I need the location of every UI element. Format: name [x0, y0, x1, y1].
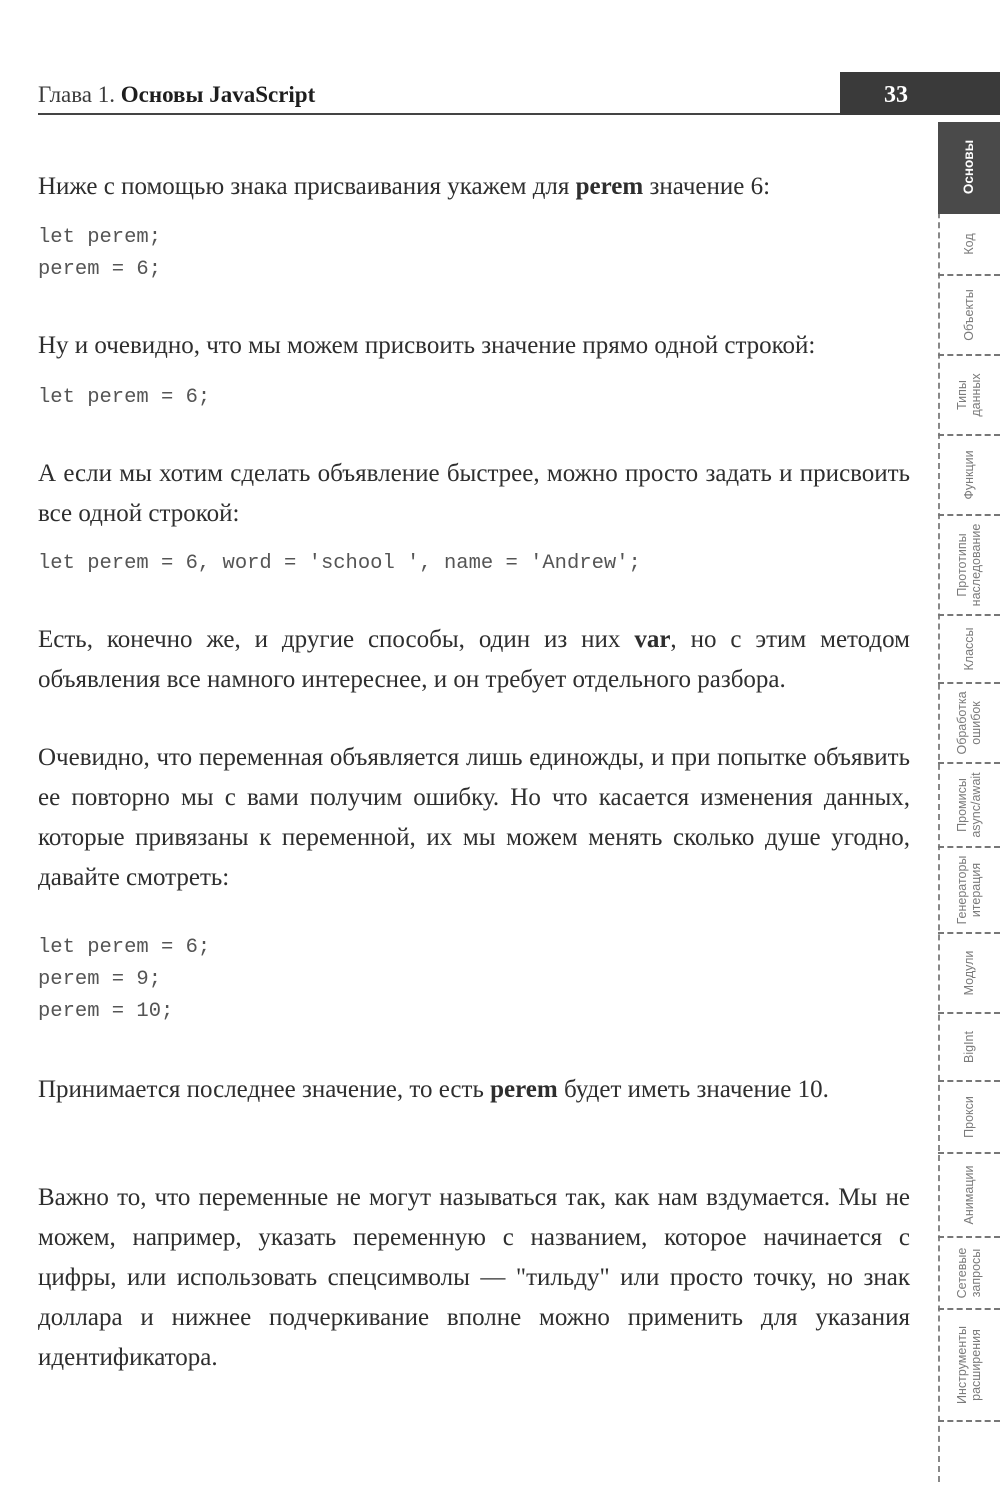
paragraph-6-text-end: будет иметь значение 10. — [557, 1076, 829, 1103]
paragraph-6 — [38, 1070, 910, 1110]
code-block-4: let perem = 6; perem = 9; perem = 10; — [38, 936, 211, 1023]
running-header — [38, 82, 315, 108]
paragraph-1-text: Ниже с помощью знака присваивания укажем для — [38, 173, 576, 200]
paragraph-1-keyword: perem — [575, 173, 644, 200]
header-divider — [38, 113, 840, 115]
sidebar-tab-label: Прокси — [962, 1096, 976, 1138]
sidebar-tab-label: Функции — [962, 450, 976, 500]
chapter-thumb-index — [938, 122, 1000, 1482]
sidebar-tab-label: Прототипы наследование — [955, 523, 983, 607]
paragraph-4-keyword: var — [634, 626, 671, 653]
sidebar-tab — [938, 1014, 1000, 1082]
page-number: 33 — [840, 72, 1000, 115]
sidebar-tab — [938, 122, 1000, 214]
paragraph-7: Важно то, что переменные не могут называться так, как нам вздумается. Мы не можем, например, указать переменную с названием, которое начинается с цифры, или использовать спецсимволы — "тильду" или просто точку, но знак доллара и нижнее подчеркивание вполне можно применить для указания идентификатора. — [38, 1184, 910, 1371]
paragraph-4-text: Есть, конечно же, и другие способы, один из них — [38, 626, 635, 653]
sidebar-tab — [938, 356, 1000, 436]
sidebar-tab — [938, 214, 1000, 276]
sidebar-tab — [938, 848, 1000, 934]
sidebar-tab — [938, 1238, 1000, 1310]
paragraph-6-text: Принимается последнее значение, то есть — [38, 1076, 491, 1103]
sidebar-tab-label: BigInt — [962, 1031, 976, 1063]
sidebar-tab-label: Основы — [961, 139, 976, 195]
sidebar-tab — [938, 276, 1000, 356]
sidebar-tab-label: Код — [962, 233, 976, 255]
sidebar-tab-label: Объекты — [962, 289, 976, 341]
sidebar-tab — [938, 1310, 1000, 1422]
sidebar-tab-label: Типы данных — [955, 373, 983, 417]
sidebar-tab — [938, 516, 1000, 616]
sidebar-tab-label: Сетевые запросы — [955, 1247, 983, 1299]
paragraph-4-text-end: , но с этим методом объявления все намного интереснее, и он требует отдельного разбора. — [38, 626, 910, 693]
code-block-2: let perem = 6; — [38, 386, 211, 409]
sidebar-tab — [938, 1082, 1000, 1154]
paragraph-4 — [38, 620, 910, 700]
code-block-1: let perem; perem = 6; — [38, 226, 162, 281]
sidebar-tab-label: Генераторы итерация — [955, 855, 983, 925]
paragraph-3: А если мы хотим сделать объявление быстрее, можно просто задать и присвоить все одной строкой: — [38, 460, 910, 527]
sidebar-tab-label: Анимации — [962, 1165, 976, 1225]
paragraph-1-text-end: значение 6: — [643, 173, 771, 200]
paragraph-5: Очевидно, что переменная объявляется лишь единожды, и при попытке объявить ее повторно мы с вами получим ошибку. Но что касается изменения данных, которые привязаны к переменной, их мы можем менять сколько душе угодно, давайте смотреть: — [38, 744, 910, 891]
sidebar-tab — [938, 1154, 1000, 1238]
paragraph-2: Ну и очевидно, что мы можем присвоить значение прямо одной строкой: — [38, 332, 816, 359]
sidebar-tab-label: Классы — [962, 627, 976, 671]
sidebar-tab — [938, 684, 1000, 764]
chapter-title: Основы JavaScript — [120, 82, 316, 107]
sidebar-tab-label: Обработка ошибок — [955, 691, 983, 755]
sidebar-tab-label: Модули — [962, 950, 976, 996]
sidebar-tab — [938, 616, 1000, 684]
sidebar-tab-label: Промисы async/await — [955, 772, 983, 838]
sidebar-tab — [938, 436, 1000, 516]
chapter-label: Глава 1. — [38, 82, 116, 107]
paragraph-6-keyword: perem — [490, 1076, 558, 1103]
sidebar-tab — [938, 764, 1000, 848]
paragraph-1 — [38, 167, 910, 207]
sidebar-tab — [938, 934, 1000, 1014]
code-block-3: let perem = 6, word = 'school ', name = 'Andrew'; — [38, 552, 641, 575]
sidebar-tab-label: Инструменты расширения — [955, 1326, 983, 1404]
